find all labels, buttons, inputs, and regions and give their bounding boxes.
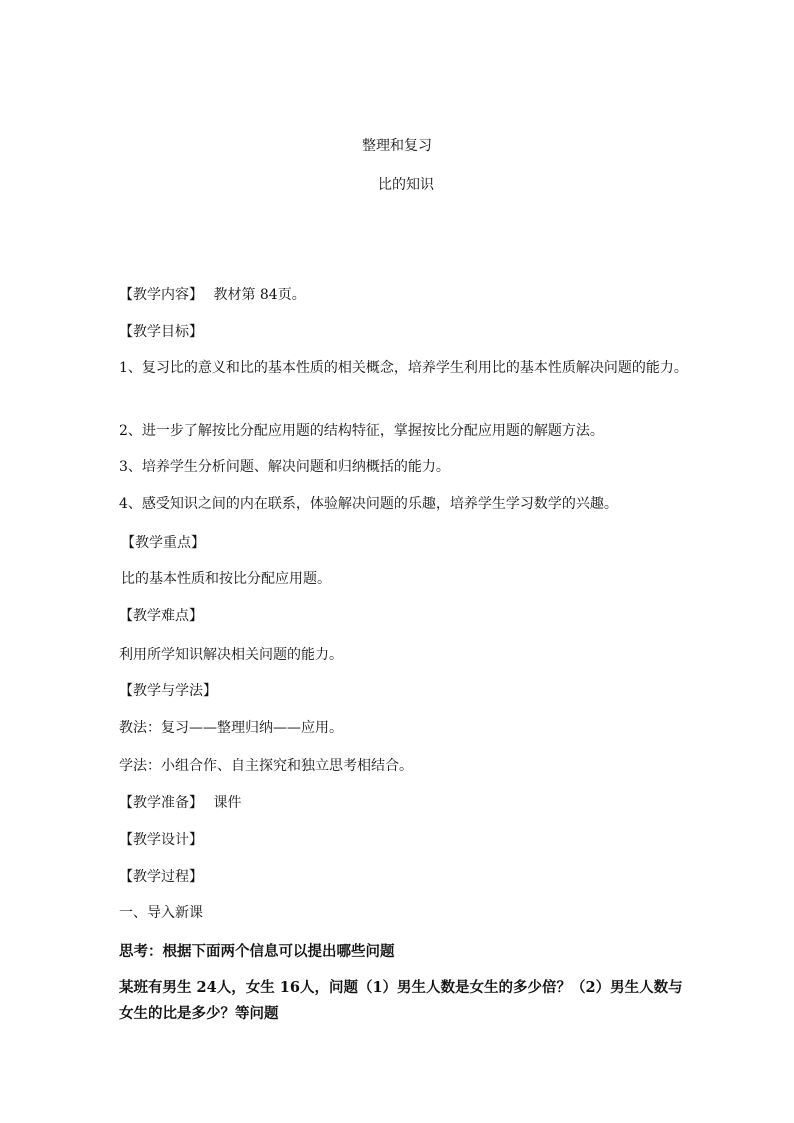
objective-item-2: 2、进一步了解按比分配应用题的结构特征，掌握按比分配应用题的解题方法。 (119, 423, 604, 439)
think-question: 思考：根据下面两个信息可以提出哪些问题 (119, 943, 395, 960)
content-text: 教材第 84页。 (213, 287, 306, 303)
methods-heading: 【教学与学法】 (119, 683, 217, 699)
objective-item-1: 1、复习比的意义和比的基本性质的相关概念，培养学生利用比的基本性质解决问题的能力。 (119, 360, 688, 376)
design-heading: 【教学设计】 (119, 832, 203, 848)
document-title: 整理和复习 (362, 138, 432, 154)
objective-item-4: 4、感受知识之间的内在联系，体验解决问题的乐趣，培养学生学习数学的兴趣。 (119, 496, 618, 512)
key-points-text: 比的基本性质和按比分配应用题。 (121, 571, 331, 587)
preparation-row (119, 793, 241, 813)
key-points-heading: 【教学重点】 (121, 535, 205, 551)
section-one-heading: 一、导入新课 (119, 905, 203, 921)
preparation-text: 课件 (213, 795, 242, 811)
content-heading: 【教学内容】 (119, 287, 203, 303)
example-problem: 某班有男生 24人，女生 16人，问题（1）男生人数是女生的多少倍？（2）男生人数与女生的比是多少？等问题 (119, 979, 683, 1022)
process-heading: 【教学过程】 (119, 869, 203, 885)
objective-item-3: 3、培养学生分析问题、解决问题和归纳概括的能力。 (119, 459, 450, 475)
objectives-heading: 【教学目标】 (119, 324, 203, 340)
content-row (119, 285, 306, 305)
document-subtitle: 比的知识 (378, 177, 434, 193)
teaching-method: 教法：复习——整理归纳——应用。 (119, 720, 343, 736)
preparation-heading: 【教学准备】 (119, 795, 203, 811)
difficulties-text: 利用所学知识解决相关问题的能力。 (119, 647, 343, 663)
learning-method: 学法：小组合作、自主探究和独立思考相结合。 (119, 758, 413, 774)
difficulties-heading: 【教学难点】 (119, 608, 203, 624)
